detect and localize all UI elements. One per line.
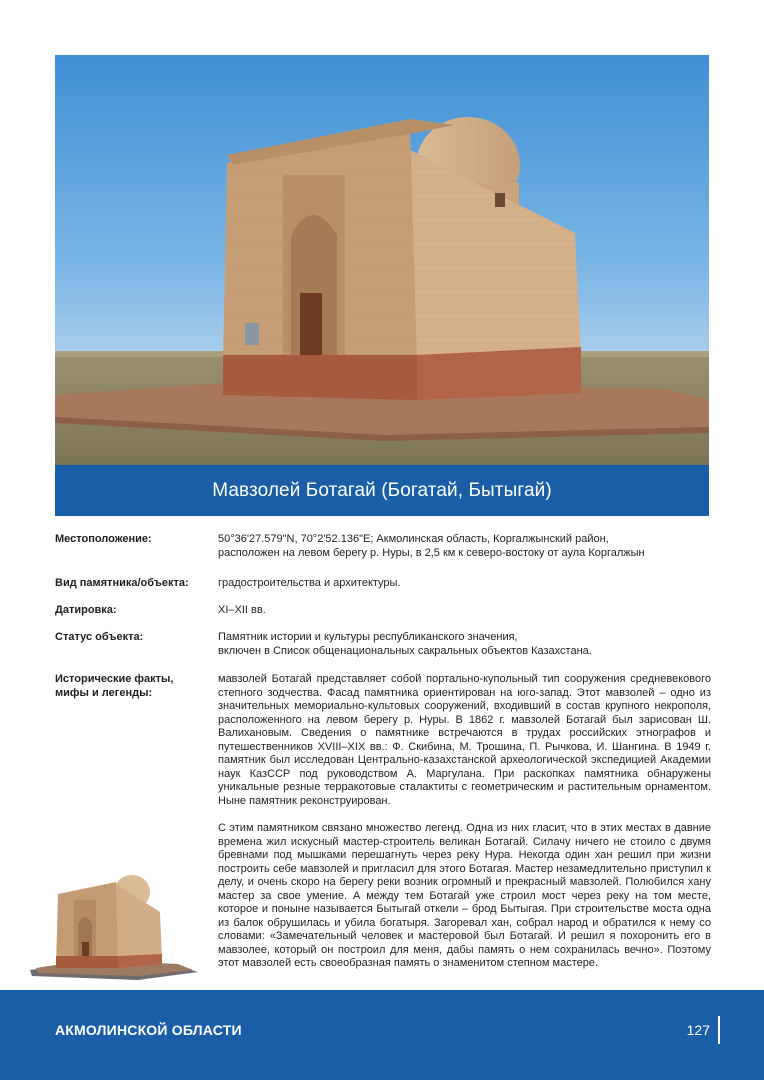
- mausoleum-illustration: [28, 872, 200, 982]
- footer: [0, 990, 764, 1080]
- type-row: [55, 577, 711, 591]
- mausoleum-photo: [55, 55, 709, 465]
- status-row: [55, 631, 711, 658]
- location-label: Местоположение:: [55, 533, 152, 545]
- page-title: Мавзолей Ботагай (Богатай, Бытыгай): [212, 479, 552, 501]
- region-name: АКМОЛИНСКОЙ ОБЛАСТИ: [55, 1022, 242, 1038]
- legend-paragraph: С этим памятником связано множество легенд. Одна из них гласит, что в этих местах в давние времена жил искусный мастер-строитель великан Ботагай. Силачу ничего не стоило с двумя бревнами под мышками перешагнуть через реку Нура. Некогда один хан решил при жизни построить себе мавзолей и пригласил для этого Ботагая. Мастер незамедлительно приступил к делу, и очень скоро на берегу реки возник огромный и прекрасный мавзолей. Полюбился хану мастер за свое умение. А между тем Ботагай уже строил мост через реку на том месте, которое и поныне называется Бытыгай откели – брод Бытыгая. При строительстве моста одна из балок обрушилась и убила богатыря. Загоревал хан, собрал народ и обратился к нему со словами: «Замечательный человек и мастеровой был Ботагай. И решил я похоронить его в мавзолее, который он построил для меня, дабы память о нем сохранилась вечно». Поэтому этот мавзолей есть своеобразная память о знаменитом степном мастере.: [218, 822, 711, 969]
- status-value: Памятник истории и культуры республиканского значения, включен в Список общенациональных сакральных объектов Казахстана.: [218, 631, 592, 657]
- type-value: градостроительства и архитектуры.: [218, 577, 401, 589]
- type-label: Вид памятника/объекта:: [55, 577, 189, 589]
- status-label: Статус объекта:: [55, 631, 144, 643]
- location-value: 50°36'27.579"N, 70°2'52.136"E; Акмолинская область, Коргалжынский район, расположен на левом берегу р. Нуры, в 2,5 км к северо-востоку от аула Коргалжын: [218, 533, 645, 559]
- dating-row: [55, 604, 711, 618]
- page-divider: [718, 1016, 720, 1044]
- history-paragraph: мавзолей Ботагай представляет собой портально-купольный тип сооружения средневекового степного зодчества. Фасад памятника ориентирован на юго-запад. Этот мавзолей – одно из значительных мемориально-культовых сооружений, входивший в состав крупного некрополя, расположенного на левом берегу р. Нуры. В 1862 г. мавзолей Ботагай был зарисован Ш. Валихановым. Сведения о памятнике встречаются в трудах российских этнографов и путешественников XVIII–XIX вв.: Ф. Скибина, М. Трошина, П. Рычкова, И. Шангина. В 1949 г. памятник был исследован Центрально-казахстанской археологической экспедицией Академии наук КазССР под руководством А. Маргулана. При раскопках памятника обнаружены уникальные резные терракотовые сталактиты с геометрическим и растительным орнаментом. Ныне памятник реконструирован.: [218, 673, 711, 807]
- dating-label: Датировка:: [55, 604, 117, 616]
- history-label: Исторические факты, мифы и легенды:: [55, 673, 174, 699]
- location-row: [55, 533, 711, 560]
- dating-value: XI–XII вв.: [218, 604, 266, 616]
- page-number: 127: [686, 1022, 710, 1038]
- title-bar: [55, 465, 709, 516]
- history-value: [218, 673, 711, 971]
